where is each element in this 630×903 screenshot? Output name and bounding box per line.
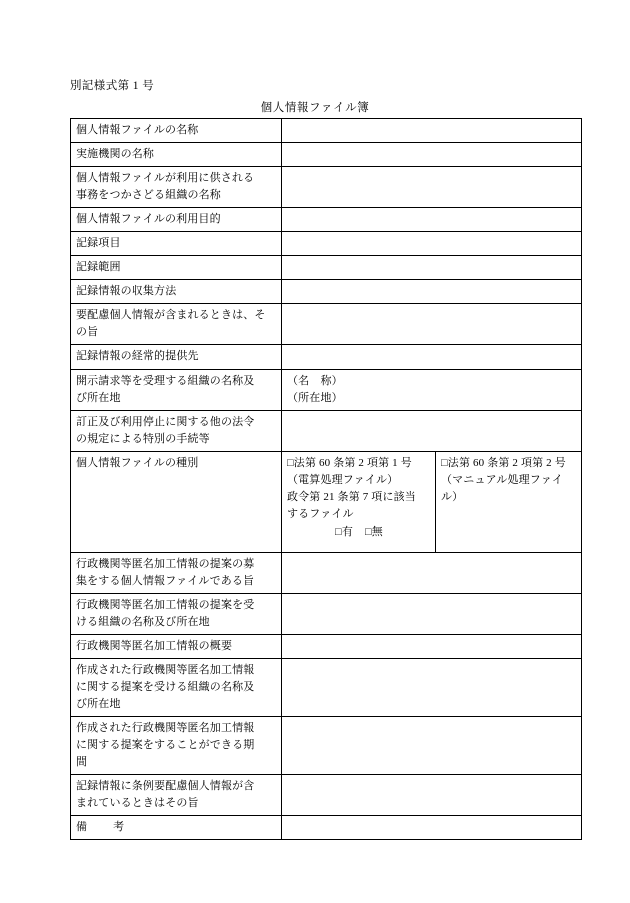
row-label: 実施機関の名称 (71, 143, 282, 167)
row-label: 個人情報ファイルが利用に供される 事務をつかさどる組織の名称 (71, 167, 282, 208)
row-label: 記録範囲 (71, 256, 282, 280)
table-row-file-kind (71, 451, 582, 552)
row-label: 記録情報の経常的提供先 (71, 345, 282, 369)
row-value[interactable] (282, 593, 582, 634)
row-label: 要配慮個人情報が含まれるときは、そ の旨 (71, 304, 282, 345)
row-value[interactable] (282, 143, 582, 167)
table-row (71, 304, 582, 345)
table-row (71, 143, 582, 167)
table-row (71, 256, 582, 280)
table-row (71, 717, 582, 775)
checkbox-law60-2-2[interactable]: □法第 60 条第 2 項第 2 号 (441, 456, 566, 469)
checkbox-law60-2-1[interactable]: □法第 60 条第 2 項第 1 号 (287, 456, 412, 469)
row-label: 作成された行政機関等匿名加工情報 に関する提案をすることができる期 間 (71, 717, 282, 775)
checkbox-no[interactable]: □無 (365, 525, 383, 538)
table-row (71, 775, 582, 816)
table-row (71, 634, 582, 658)
row-value[interactable] (282, 775, 582, 816)
row-label: 個人情報ファイルの名称 (71, 119, 282, 143)
row-value[interactable] (282, 280, 582, 304)
row-value[interactable] (282, 304, 582, 345)
table-row (71, 167, 582, 208)
row-label: 行政機関等匿名加工情報の提案の募 集をする個人情報ファイルである旨 (71, 552, 282, 593)
row-label: 開示請求等を受理する組織の名称及 び所在地 (71, 369, 282, 410)
row-value[interactable] (282, 167, 582, 208)
row-label: 行政機関等匿名加工情報の概要 (71, 634, 282, 658)
row-value[interactable] (282, 119, 582, 143)
row-value[interactable] (282, 232, 582, 256)
table-row (71, 280, 582, 304)
file-kind-option-manual[interactable]: □法第 60 条第 2 項第 2 号 （マニュアル処理ファイ ル） (436, 452, 581, 552)
row-label: 作成された行政機関等匿名加工情報 に関する提案を受ける組織の名称及 び所在地 (71, 658, 282, 716)
table-row (71, 345, 582, 369)
row-value[interactable] (282, 208, 582, 232)
row-value[interactable] (282, 717, 582, 775)
table-row (71, 552, 582, 593)
table-row (71, 369, 582, 410)
row-value[interactable] (282, 816, 582, 840)
row-label: 行政機関等匿名加工情報の提案を受 ける組織の名称及び所在地 (71, 593, 282, 634)
row-label: 記録情報の収集方法 (71, 280, 282, 304)
row-label: 訂正及び利用停止に関する他の法令 の規定による特別の手続等 (71, 410, 282, 451)
table-row (71, 232, 582, 256)
row-value-file-kind (282, 451, 582, 552)
row-value[interactable] (282, 658, 582, 716)
row-label: 記録項目 (71, 232, 282, 256)
row-value[interactable] (282, 634, 582, 658)
row-value[interactable] (282, 552, 582, 593)
table-row (71, 410, 582, 451)
personal-information-file-register-table (70, 118, 582, 840)
row-value[interactable] (282, 410, 582, 451)
page-title: 個人情報ファイル簿 (260, 102, 370, 114)
table-row-remarks (71, 816, 582, 840)
row-label: 個人情報ファイルの利用目的 (71, 208, 282, 232)
file-kind-option-electronic[interactable]: □法第 60 条第 2 項第 1 号 （電算処理ファイル） 政令第 21 条第 7 項に該当 するファイル □有 □無 (282, 452, 436, 552)
row-label: 個人情報ファイルの種別 (71, 451, 282, 552)
row-label-remarks: 備 考 (71, 816, 282, 840)
checkbox-yes[interactable]: □有 (335, 525, 353, 538)
table-row (71, 208, 582, 232)
table-row (71, 119, 582, 143)
table-row (71, 593, 582, 634)
row-value[interactable] (282, 256, 582, 280)
form-number: 別記様式第 1 号 (70, 80, 155, 92)
row-value[interactable] (282, 345, 582, 369)
row-label: 記録情報に条例要配慮個人情報が含 まれているときはその旨 (71, 775, 282, 816)
table-row (71, 658, 582, 716)
row-value[interactable]: （名 称） （所在地） (282, 369, 582, 410)
